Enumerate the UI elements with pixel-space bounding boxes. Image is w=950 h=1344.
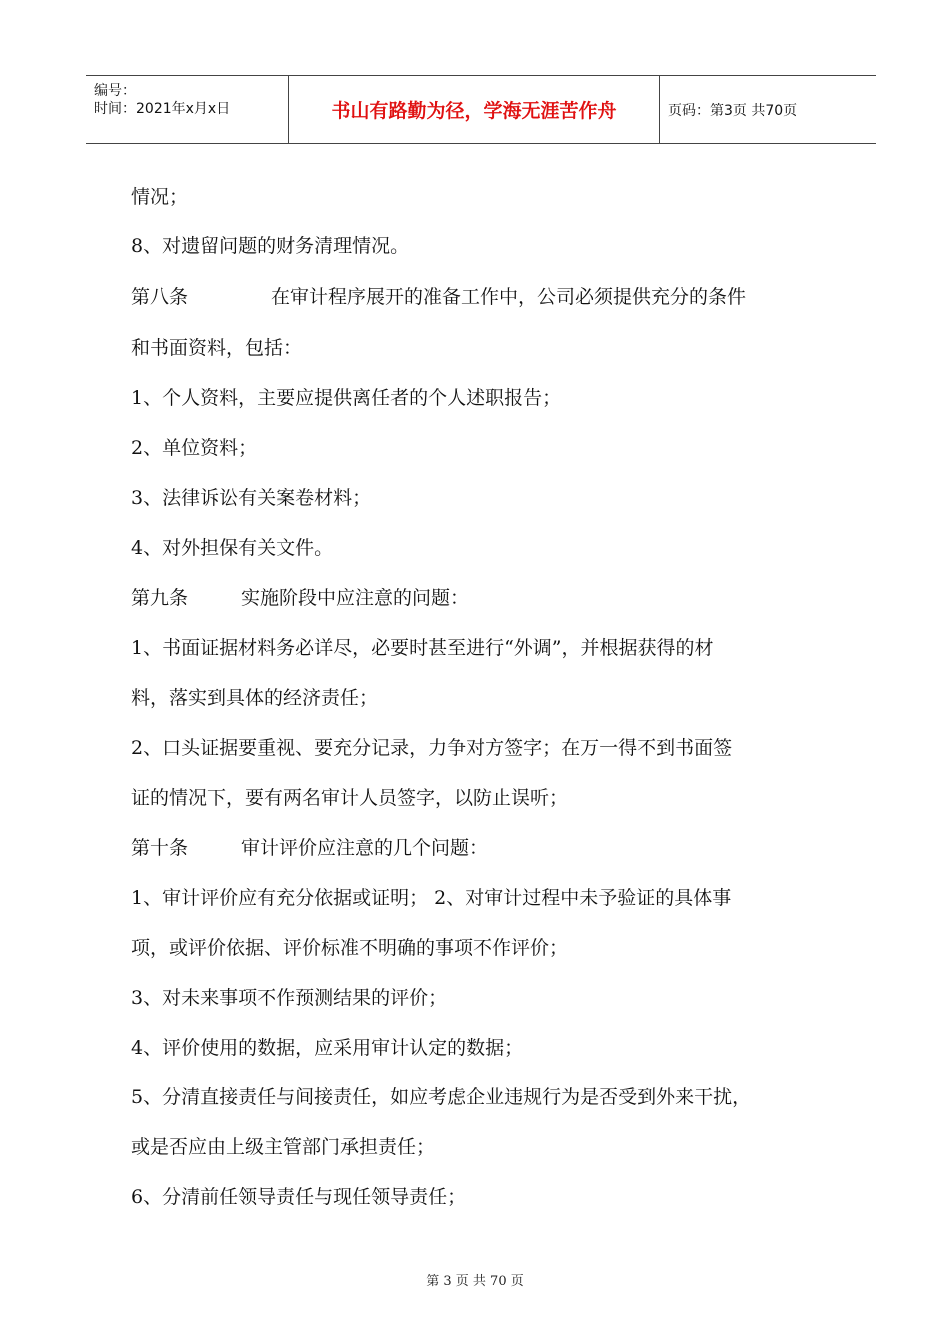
text-line: 1、书面证据材料务必详尽，必要时甚至进行“外调”，并根据获得的材 (131, 637, 714, 659)
text-line: 或是否应由上级主管部门承担责任； (131, 1136, 436, 1158)
text-line: 和书面资料，包括： (131, 337, 303, 359)
text-line: 证的情况下，要有两名审计人员签字，以防止误听； (131, 787, 569, 809)
text-line: 8、对遗留问题的财务清理情况。 (131, 235, 410, 257)
text-line: 情况； (131, 186, 189, 208)
article-number: 第八条 (131, 286, 189, 308)
article-number: 第十条 (131, 837, 189, 859)
header-page-info: 页码：第3页 共70页 (668, 103, 798, 119)
text-line: 3、对未来事项不作预测结果的评价； (131, 987, 448, 1009)
text-line: 2、单位资料； (131, 437, 258, 459)
text-line: 项，或评价依据、评价标准不明确的事项不作评价； (131, 937, 569, 959)
text-line: 6、分清前任领导责任与现任领导责任； (131, 1186, 467, 1208)
text-line: 料，落实到具体的经济责任； (131, 687, 379, 709)
text-line: 1、审计评价应有充分依据或证明； 2、对审计过程中未予验证的具体事 (131, 887, 732, 909)
text-line: 1、个人资料，主要应提供离任者的个人述职报告； (131, 387, 562, 409)
article-heading-line (131, 285, 746, 309)
article-text: 审计评价应注意的几个问题： (241, 837, 489, 859)
document-number-label: 编号： (94, 83, 136, 99)
article-text: 实施阶段中应注意的问题： (241, 587, 470, 609)
article-text: 在审计程序展开的准备工作中，公司必须提供充分的条件 (271, 286, 747, 308)
text-line: 4、评价使用的数据，应采用审计认定的数据； (131, 1037, 524, 1059)
text-line: 3、法律诉讼有关案卷材料； (131, 487, 372, 509)
text-line: 4、对外担保有关文件。 (131, 537, 334, 559)
text-line: 5、分清直接责任与间接责任，如应考虑企业违规行为是否受到外来干扰， (131, 1086, 752, 1108)
document-time-label: 时间：2021年x月x日 (94, 101, 231, 117)
header-motto: 书山有路勤为径，学海无涯苦作舟 (331, 100, 617, 122)
article-heading-line (131, 586, 469, 610)
page-footer: 第 3 页 共 70 页 (426, 1274, 524, 1289)
text-line: 2、口头证据要重视、要充分记录，力争对方签字；在万一得不到书面签 (131, 737, 733, 759)
article-heading-line (131, 836, 488, 860)
article-number: 第九条 (131, 587, 189, 609)
